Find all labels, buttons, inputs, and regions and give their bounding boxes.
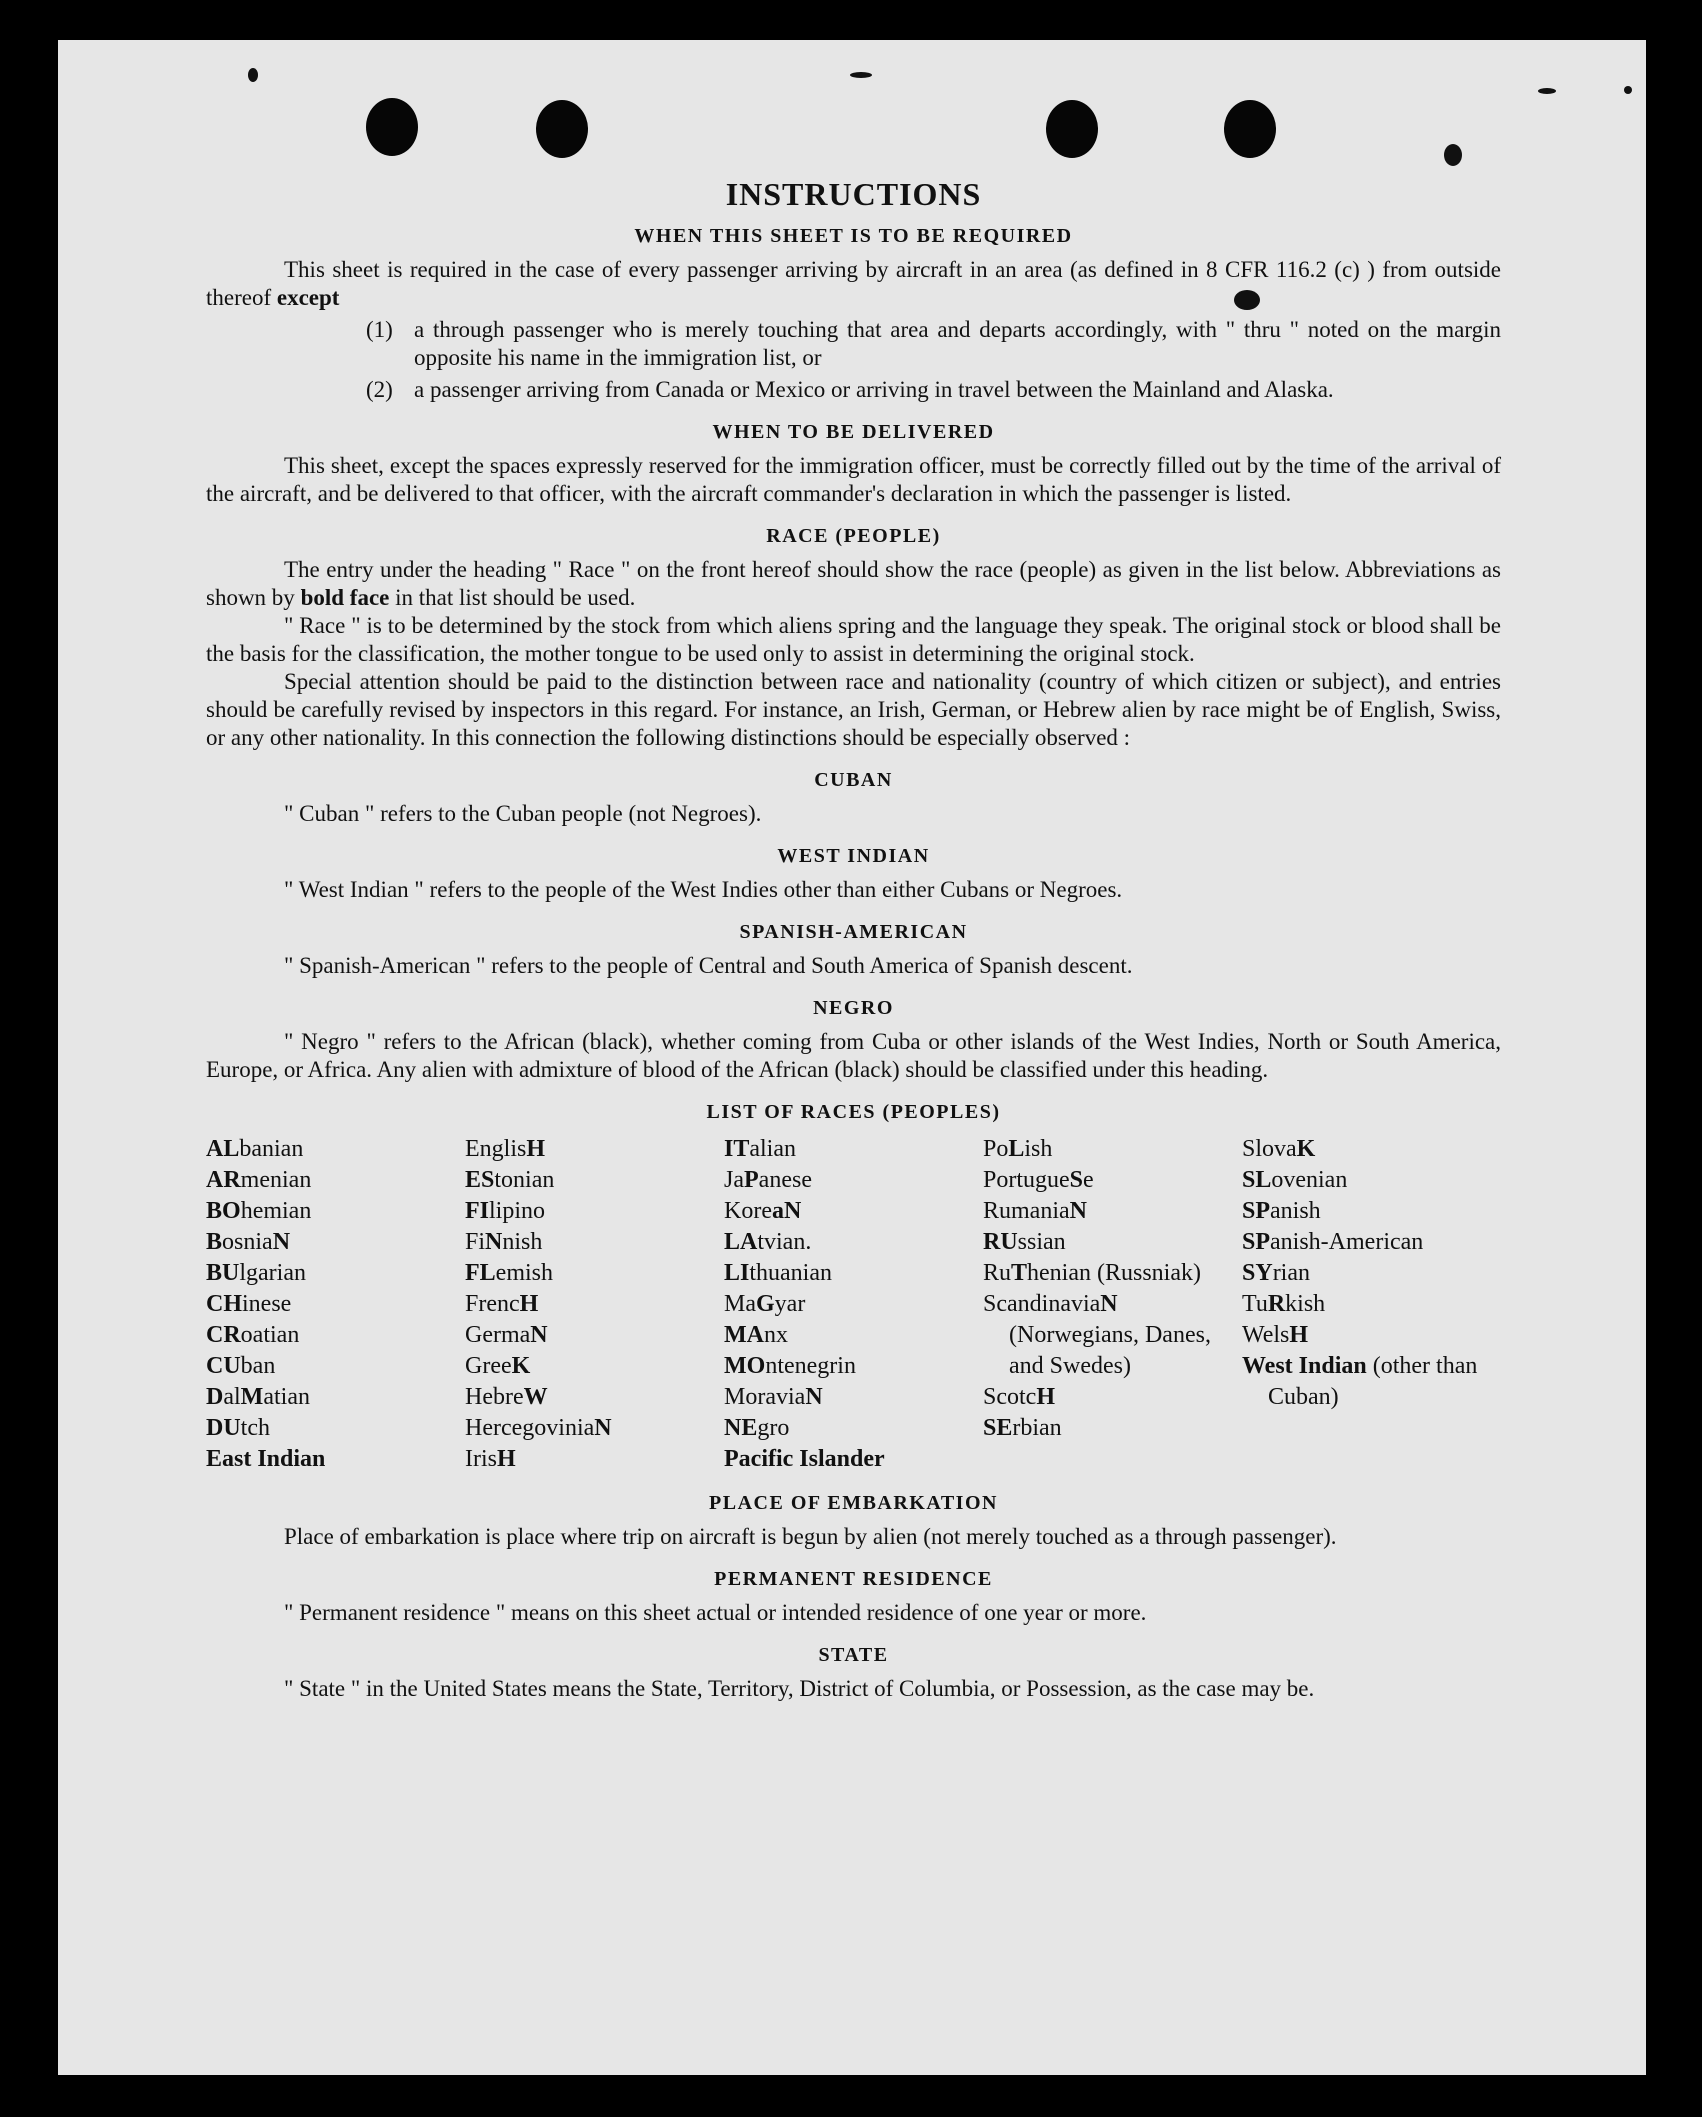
race-entry: [465, 1320, 724, 1351]
race-abbreviation: N: [1069, 1198, 1087, 1224]
state-text: " State " in the United States means the State, Territory, District of Columbia, or Possession, as the case may be.: [284, 1676, 1315, 1701]
race-entry: [465, 1165, 724, 1196]
race-text: ish: [1024, 1136, 1053, 1162]
race-text: (Norwegians, Danes, and Swedes): [1009, 1322, 1211, 1379]
race-bold-face: bold face: [300, 585, 390, 610]
negro-text: " Negro " refers to the African (black), whether coming from Cuba or other islands of the West Indies, North or South America, Europe, or Africa. Any alien with admixture of blood of the African (black) should be classified under this heading.: [206, 1029, 1501, 1082]
race-entry: [724, 1227, 983, 1258]
race-entry: [465, 1444, 724, 1475]
exception-number: (1): [366, 317, 393, 342]
race-text: The entry under the heading " Race " on the front hereof should show the race (people) as given in the list below. Abbreviations as shown by: [206, 557, 1501, 610]
race-abbreviation: West Indian: [1242, 1353, 1367, 1379]
race-text: ntenegrin: [765, 1353, 856, 1379]
race-text: tch: [240, 1415, 270, 1441]
race-paragraph-2: " Race " is to be determined by the stock from which aliens spring and the language they speak. The original stock or blood shall be the basis for the classification, the mother tongue to be used only to assist in determining the original stock.: [206, 613, 1501, 666]
race-text: Kore: [724, 1198, 772, 1224]
race-abbreviation: W: [523, 1384, 548, 1410]
race-abbreviation: AL: [206, 1136, 240, 1162]
race-text: Englis: [465, 1136, 527, 1162]
exception-text: a passenger arriving from Canada or Mexico or arriving in travel between the Mainland and Alaska.: [414, 377, 1334, 402]
race-abbreviation: H: [1036, 1384, 1055, 1410]
race-abbreviation: K: [1296, 1136, 1316, 1162]
race-abbreviation: SP: [1242, 1229, 1271, 1255]
race-text: anish: [1270, 1198, 1321, 1224]
ink-speck: [1444, 144, 1462, 166]
race-abbreviation: AR: [206, 1167, 241, 1193]
race-entry: [465, 1413, 724, 1444]
race-entry: [465, 1134, 724, 1165]
race-abbreviation: R: [1267, 1291, 1286, 1317]
race-text: hemian: [240, 1198, 312, 1224]
race-abbreviation: P: [744, 1167, 759, 1193]
ink-speck: [850, 72, 872, 78]
race-entry: [724, 1413, 983, 1444]
race-text: henian (Russniak): [1027, 1260, 1201, 1286]
race-entry: [724, 1196, 983, 1227]
race-entry: [1242, 1165, 1501, 1196]
races-column: [465, 1134, 724, 1475]
race-entry: [465, 1289, 724, 1320]
race-text: osnia: [222, 1229, 273, 1255]
race-text: lgarian: [239, 1260, 306, 1286]
races-column: [1242, 1134, 1501, 1475]
race-abbreviation: N: [530, 1322, 548, 1348]
race-text: Gree: [465, 1353, 512, 1379]
race-abbreviation: N: [805, 1384, 823, 1410]
race-text: menian: [240, 1167, 312, 1193]
race-abbreviation: SP: [1242, 1198, 1271, 1224]
race-abbreviation: LI: [724, 1260, 750, 1286]
race-text: Scandinavia: [983, 1291, 1101, 1317]
race-abbreviation: CU: [206, 1353, 241, 1379]
race-text: e: [1083, 1167, 1094, 1193]
race-text: emish: [495, 1260, 553, 1286]
race-text: rbian: [1012, 1415, 1062, 1441]
cuban-heading: CUBAN: [814, 769, 893, 791]
race-abbreviation: N: [1100, 1291, 1118, 1317]
race-text: ssian: [1017, 1229, 1066, 1255]
race-text: tvian.: [757, 1229, 812, 1255]
race-entry: [983, 1227, 1242, 1258]
race-abbreviation: T: [1011, 1260, 1028, 1286]
race-abbreviation: N: [485, 1229, 503, 1255]
race-entry: [206, 1258, 465, 1289]
race-text: banian: [239, 1136, 304, 1162]
race-entry: [206, 1382, 465, 1413]
race-entry: [983, 1413, 1242, 1444]
race-abbreviation: H: [519, 1291, 539, 1317]
race-text: anish-American: [1270, 1229, 1424, 1255]
race-entry: [206, 1165, 465, 1196]
race-text: Po: [983, 1136, 1009, 1162]
race-entry: [1242, 1196, 1501, 1227]
race-entry: [206, 1351, 465, 1382]
races-column: [983, 1134, 1242, 1475]
race-abbreviation: MO: [724, 1353, 766, 1379]
race-entry: [724, 1165, 983, 1196]
exception-number: (2): [366, 377, 393, 402]
when-required-intro: [206, 256, 1501, 312]
permanent-residence-heading: PERMANENT RESIDENCE: [714, 1568, 993, 1590]
race-entry: [465, 1351, 724, 1382]
ink-speck: [1624, 86, 1632, 94]
race-entry: [983, 1134, 1242, 1165]
race-text: Ma: [724, 1291, 756, 1317]
race-paragraph-3: Special attention should be paid to the distinction between race and nationality (country of which citizen or subject), and entries should be carefully revised by inspectors in this regard. For instance, an Irish, German, or Hebrew alien by race might be of English, Swiss, or any other nationality. In this connection the following distinctions should be especially observed :: [206, 669, 1501, 750]
race-abbreviation: BO: [206, 1198, 241, 1224]
race-text: Hercegovinia: [465, 1415, 595, 1441]
race-entry: [983, 1258, 1242, 1289]
race-entry: [1242, 1320, 1501, 1351]
punch-hole: [1046, 100, 1098, 158]
race-abbreviation: FI: [465, 1198, 489, 1224]
race-entry: [206, 1413, 465, 1444]
race-text: kish: [1285, 1291, 1326, 1317]
race-entry: [1242, 1227, 1501, 1258]
race-abbreviation: CH: [206, 1291, 242, 1317]
races-list: [206, 1134, 1501, 1475]
race-entry: [724, 1289, 983, 1320]
page-title: INSTRUCTIONS: [725, 176, 982, 212]
race-text: nx: [763, 1322, 788, 1348]
race-abbreviation: SE: [983, 1415, 1013, 1441]
race-abbreviation: L: [1008, 1136, 1025, 1162]
race-text: Ja: [724, 1167, 744, 1193]
race-abbreviation: H: [497, 1446, 516, 1472]
race-text: oatian: [240, 1322, 300, 1348]
race-entry: [465, 1382, 724, 1413]
race-entry: [206, 1196, 465, 1227]
race-text: ban: [240, 1353, 276, 1379]
race-abbreviation: RU: [983, 1229, 1018, 1255]
race-abbreviation: H: [526, 1136, 546, 1162]
races-column: [206, 1134, 465, 1475]
race-abbreviation: IT: [724, 1136, 750, 1162]
race-entry: [206, 1227, 465, 1258]
race-abbreviation: FL: [465, 1260, 496, 1286]
race-entry: [724, 1134, 983, 1165]
race-text: anese: [758, 1167, 812, 1193]
race-entry: [1242, 1258, 1501, 1289]
race-text: rian: [1272, 1260, 1310, 1286]
race-entry: [465, 1196, 724, 1227]
intro-text: This sheet is required in the case of every passenger arriving by aircraft in an area (as defined in 8 CFR 116.2 (c) ) from outside thereof: [206, 257, 1501, 310]
race-text: Scotc: [983, 1384, 1037, 1410]
race-entry: [1242, 1351, 1501, 1413]
race-text: Tu: [1242, 1291, 1268, 1317]
races-column: [724, 1134, 983, 1475]
exception-text: a through passenger who is merely touching that area and departs accordingly, with " thru " noted on the margin opposite his name in the immigration list, or: [414, 317, 1501, 370]
race-text: Hebre: [465, 1384, 524, 1410]
punch-hole: [536, 100, 588, 158]
race-text: thuanian: [749, 1260, 832, 1286]
race-text: Wels: [1242, 1322, 1290, 1348]
race-text: Iris: [465, 1446, 497, 1472]
race-abbreviation: MA: [724, 1322, 764, 1348]
race-abbreviation: CR: [206, 1322, 241, 1348]
race-abbreviation: D: [206, 1384, 224, 1410]
cuban-text: " Cuban " refers to the Cuban people (not Negroes).: [284, 801, 762, 826]
instructions-content: [206, 168, 1501, 1703]
race-entry: [983, 1196, 1242, 1227]
race-entry: [724, 1382, 983, 1413]
race-entry: [724, 1351, 983, 1382]
race-abbreviation: H: [1289, 1322, 1309, 1348]
race-abbreviation: SL: [1242, 1167, 1272, 1193]
race-entry: [206, 1134, 465, 1165]
race-abbreviation: NE: [724, 1415, 758, 1441]
race-entry: [206, 1289, 465, 1320]
spanish-american-text: " Spanish-American " refers to the people of Central and South America of Spanish descent.: [284, 953, 1133, 978]
permanent-residence-text: " Permanent residence " means on this sheet actual or intended residence of one year or more.: [284, 1600, 1147, 1625]
negro-heading: NEGRO: [813, 997, 894, 1019]
west-indian-text: " West Indian " refers to the people of the West Indies other than either Cubans or Negroes.: [284, 877, 1123, 902]
race-text: Portugue: [983, 1167, 1070, 1193]
race-abbreviation: Pacific Islander: [724, 1446, 885, 1472]
race-entry: [1242, 1289, 1501, 1320]
race-entry: [465, 1227, 724, 1258]
race-abbreviation: aN: [771, 1198, 802, 1224]
race-abbreviation: K: [511, 1353, 531, 1379]
race-abbreviation: S: [1069, 1167, 1084, 1193]
race-entry: [724, 1444, 983, 1475]
race-entry: [983, 1289, 1242, 1382]
race-text: nish: [502, 1229, 543, 1255]
west-indian-heading: WEST INDIAN: [777, 845, 930, 867]
punch-hole: [1224, 100, 1276, 158]
race-text: inese: [242, 1291, 292, 1317]
race-text: Germa: [465, 1322, 531, 1348]
state-heading: STATE: [818, 1644, 889, 1666]
race-abbreviation: LA: [724, 1229, 758, 1255]
list-of-races-heading: LIST OF RACES (PEOPLES): [706, 1101, 1001, 1123]
race-abbreviation: BU: [206, 1260, 240, 1286]
intro-except: except: [276, 285, 340, 310]
race-entry: [1242, 1134, 1501, 1165]
race-abbreviation: N: [272, 1229, 291, 1255]
punch-hole: [366, 98, 418, 156]
race-text: Ru: [983, 1260, 1012, 1286]
race-text: lipino: [489, 1198, 546, 1224]
race-abbreviation: G: [756, 1291, 775, 1317]
race-text: al: [223, 1384, 241, 1410]
place-of-embarkation-text: Place of embarkation is place where trip on aircraft is begun by alien (not merely touched as a through passenger).: [284, 1524, 1337, 1549]
exception-item: [366, 316, 1501, 372]
race-text: ovenian: [1271, 1167, 1348, 1193]
place-of-embarkation-heading: PLACE OF EMBARKATION: [709, 1492, 998, 1514]
race-abbreviation: M: [240, 1384, 264, 1410]
race-entry: [724, 1258, 983, 1289]
when-delivered-heading: WHEN TO BE DELIVERED: [712, 421, 995, 443]
race-abbreviation: ES: [465, 1167, 495, 1193]
race-abbreviation: DU: [206, 1415, 241, 1441]
race-entry: [724, 1320, 983, 1351]
race-text: tonian: [494, 1167, 555, 1193]
race-text: Frenc: [465, 1291, 520, 1317]
race-text: Slova: [1242, 1136, 1297, 1162]
ink-speck: [248, 68, 258, 82]
race-text: atian: [263, 1384, 310, 1410]
race-text: in that list should be used.: [389, 585, 636, 610]
race-text: alian: [749, 1136, 796, 1162]
race-text: (other than Cuban): [1268, 1353, 1478, 1410]
race-text: yar: [774, 1291, 806, 1317]
when-delivered-text: This sheet, except the spaces expressly reserved for the immigration officer, must be correctly filled out by the time of the arrival of the aircraft, and be delivered to that officer, with the aircraft commander's declaration in which the passenger is listed.: [206, 453, 1501, 506]
race-entry: [206, 1320, 465, 1351]
race-text: gro: [757, 1415, 790, 1441]
spanish-american-heading: SPANISH-AMERICAN: [739, 921, 968, 943]
race-paragraph-1: [206, 556, 1501, 612]
exception-item: [366, 376, 1501, 404]
ink-speck: [1538, 88, 1556, 94]
race-entry: [983, 1382, 1242, 1413]
race-abbreviation: B: [206, 1229, 223, 1255]
race-entry: [465, 1258, 724, 1289]
race-heading: RACE (PEOPLE): [766, 525, 941, 547]
race-abbreviation: East Indian: [206, 1446, 326, 1472]
race-text: Moravia: [724, 1384, 806, 1410]
race-abbreviation: SY: [1242, 1260, 1273, 1286]
race-abbreviation: N: [594, 1415, 612, 1441]
race-text: Fi: [465, 1229, 486, 1255]
when-required-heading: WHEN THIS SHEET IS TO BE REQUIRED: [634, 225, 1073, 247]
race-text: Rumania: [983, 1198, 1070, 1224]
race-entry: [983, 1165, 1242, 1196]
race-entry: [206, 1444, 465, 1475]
